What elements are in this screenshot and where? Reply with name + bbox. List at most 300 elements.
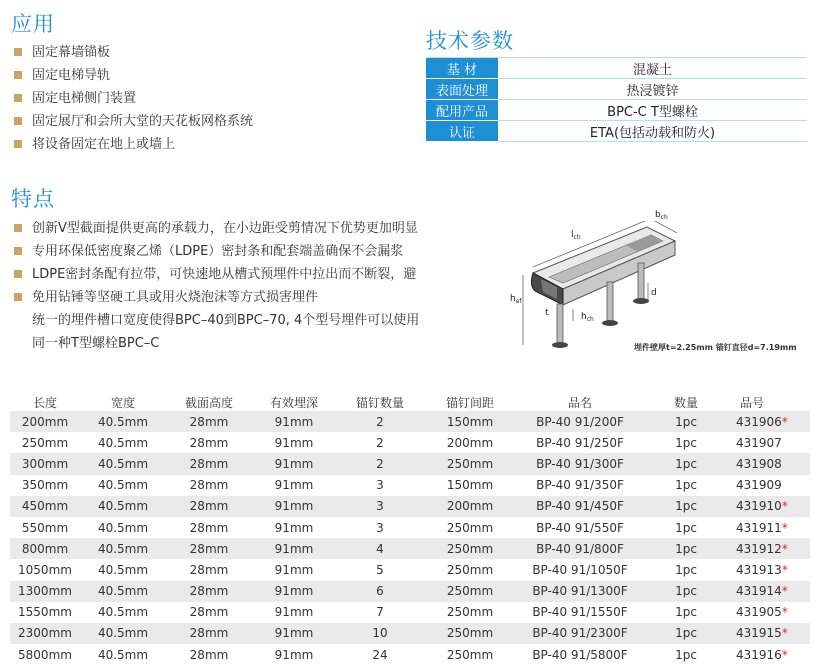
stock-star-mark: *	[781, 562, 788, 577]
cell-text: 28mm	[189, 541, 229, 556]
svg-text:bch	[655, 210, 668, 221]
cell-text: 28mm	[189, 562, 229, 577]
column-header: 锚钉数量	[355, 395, 404, 410]
bullet-square-icon	[14, 293, 22, 301]
cell-text: 1pc	[675, 435, 697, 450]
cell-text: 3	[376, 499, 384, 514]
cell-text: 1pc	[675, 584, 697, 599]
table-cell	[336, 602, 424, 623]
application-item	[14, 87, 253, 110]
table-row	[10, 559, 810, 580]
column-header: 长度	[32, 395, 57, 410]
cell-text: 4	[376, 541, 384, 556]
bullet-square-icon	[14, 140, 22, 148]
label-hch-sub: ch	[586, 316, 594, 323]
table-cell	[424, 559, 516, 580]
application-item	[14, 41, 253, 64]
cell-text: 431906	[736, 414, 782, 429]
cell-text: 40.5mm	[97, 605, 149, 620]
application-title: 应用	[11, 12, 55, 36]
tech-spec-key: 基 材	[426, 58, 498, 79]
tech-spec-value: ETA(包括动载和防火)	[498, 121, 807, 142]
cell-text: 1pc	[675, 647, 697, 662]
stock-star-mark: *	[781, 605, 788, 620]
cell-text: 5	[376, 562, 384, 577]
application-item-text: 固定电梯导轨	[32, 68, 111, 83]
cell-text: 431909	[736, 478, 782, 493]
table-cell	[252, 453, 336, 474]
cell-text: 40.5mm	[97, 562, 149, 577]
tech-spec-key: 配用产品	[426, 100, 498, 121]
table-cell	[80, 517, 166, 538]
table-cell	[424, 496, 516, 517]
cell-text: 40.5mm	[97, 478, 149, 493]
cell-text: 91mm	[274, 605, 314, 620]
table-cell	[80, 559, 166, 580]
features-title: 特点	[11, 187, 55, 211]
table-cell	[80, 581, 166, 602]
table-cell	[644, 496, 728, 517]
cell-text: 200mm	[446, 499, 494, 514]
cell-text: 350mm	[21, 478, 69, 493]
tech-spec-row	[426, 100, 807, 121]
table-cell	[166, 411, 252, 432]
cell-text: 28mm	[189, 605, 229, 620]
table-cell	[166, 496, 252, 517]
table-cell	[166, 602, 252, 623]
cell-text: 91mm	[274, 414, 314, 429]
table-cell	[10, 517, 80, 538]
cell-text: BP-40 91/550F	[536, 520, 624, 535]
table-cell	[10, 559, 80, 580]
cell-text: 431915	[736, 626, 782, 641]
cell-text: 250mm	[21, 435, 69, 450]
table-cell	[166, 517, 252, 538]
table-cell	[728, 517, 810, 538]
cell-text: 7	[376, 605, 384, 620]
table-cell	[80, 432, 166, 453]
table-cell	[80, 602, 166, 623]
table-cell	[166, 559, 252, 580]
table-cell	[10, 411, 80, 432]
cell-text: 1pc	[675, 456, 697, 471]
table-cell	[336, 623, 424, 644]
feature-item-text: 创新V型截面提供更高的承载力，在小边距受剪情况下优势更加明显	[32, 221, 418, 236]
table-cell	[252, 475, 336, 496]
cell-text: 250mm	[446, 647, 494, 662]
cell-text: 2	[376, 414, 384, 429]
table-header-row	[10, 393, 810, 411]
bullet-square-icon	[14, 247, 22, 255]
label-lch-sub: ch	[573, 234, 581, 241]
cell-text: 1pc	[675, 626, 697, 641]
table-cell	[516, 581, 644, 602]
table-cell	[728, 411, 810, 432]
table-cell	[252, 602, 336, 623]
table-cell	[10, 475, 80, 496]
column-header: 品号	[740, 395, 765, 410]
cell-text: BP-40 91/2300F	[532, 626, 628, 641]
cell-text: 550mm	[21, 520, 69, 535]
cell-text: 300mm	[21, 456, 69, 471]
cell-text: 431907	[736, 435, 782, 450]
cell-text: BP-40 91/300F	[536, 456, 624, 471]
table-row	[10, 475, 810, 496]
table-cell	[516, 559, 644, 580]
tech-spec-row	[426, 79, 807, 100]
product-table	[10, 393, 810, 665]
cell-text: 200mm	[446, 435, 494, 450]
cell-text: 28mm	[189, 456, 229, 471]
table-cell	[10, 623, 80, 644]
feature-item	[14, 263, 419, 286]
application-item-text: 固定幕墙锚板	[32, 45, 111, 60]
table-cell	[252, 644, 336, 665]
cell-text: 28mm	[189, 499, 229, 514]
svg-text:lch	[571, 230, 581, 241]
table-cell	[728, 432, 810, 453]
feature-item	[14, 217, 419, 240]
table-cell	[516, 432, 644, 453]
cell-text: 5800mm	[18, 647, 72, 662]
table-cell	[10, 453, 80, 474]
label-d: d	[651, 288, 657, 298]
application-item-text: 将设备固定在地上或墙上	[32, 137, 176, 152]
cell-text: 431913	[736, 562, 782, 577]
column-header: 品名	[567, 395, 592, 410]
cell-text: 40.5mm	[97, 414, 149, 429]
table-cell	[516, 453, 644, 474]
table-cell	[728, 538, 810, 559]
bullet-square-icon	[14, 117, 22, 125]
feature-item	[14, 240, 419, 263]
feature-continuation-text: 统一的埋件槽口宽度使得BPC–40到BPC–70, 4个型号埋件可以使用	[32, 313, 420, 328]
table-row	[10, 602, 810, 623]
cell-text: 40.5mm	[97, 584, 149, 599]
cell-text: BP-40 91/450F	[536, 499, 624, 514]
tech-spec-row	[426, 121, 807, 142]
stock-star-mark: *	[781, 541, 788, 556]
table-cell	[644, 453, 728, 474]
cell-text: 431916	[736, 647, 782, 662]
cell-text: 1300mm	[18, 584, 72, 599]
stock-star-mark: *	[781, 647, 788, 662]
cell-text: BP-40 91/1050F	[532, 562, 628, 577]
tech-spec-key: 认证	[426, 121, 498, 142]
cell-text: BP-40 91/200F	[536, 414, 624, 429]
table-cell	[336, 453, 424, 474]
table-row	[10, 411, 810, 432]
table-cell	[516, 475, 644, 496]
cell-text: 1pc	[675, 499, 697, 514]
feature-continuation	[14, 332, 419, 355]
anchor-channel-diagram	[505, 205, 805, 360]
table-cell	[80, 411, 166, 432]
cell-text: 250mm	[446, 562, 494, 577]
table-row	[10, 623, 810, 644]
table-cell	[10, 581, 80, 602]
tech-spec-value: 混凝土	[498, 58, 807, 79]
table-cell	[166, 623, 252, 644]
cell-text: 150mm	[446, 478, 494, 493]
cell-text: 431908	[736, 456, 782, 471]
table-cell	[644, 475, 728, 496]
feature-item-text: 专用环保低密度聚乙烯（LDPE）密封条和配套端盖确保不会漏浆	[32, 244, 404, 259]
cell-text: 450mm	[21, 499, 69, 514]
cell-text: 800mm	[21, 541, 69, 556]
table-cell	[516, 517, 644, 538]
cell-text: 91mm	[274, 456, 314, 471]
column-header: 宽度	[110, 395, 135, 410]
cell-text: 2	[376, 456, 384, 471]
table-cell	[252, 559, 336, 580]
table-cell	[10, 538, 80, 559]
table-cell	[644, 517, 728, 538]
table-cell	[10, 644, 80, 665]
table-cell	[10, 432, 80, 453]
cell-text: 10	[372, 626, 388, 641]
cell-text: 40.5mm	[97, 456, 149, 471]
table-cell	[424, 602, 516, 623]
table-cell	[166, 538, 252, 559]
application-item	[14, 110, 253, 133]
cell-text: 1050mm	[18, 562, 72, 577]
cell-text: 3	[376, 478, 384, 493]
feature-item-text: 免用钻锤等坚硬工具或用火烧泡沫等方式损害埋件	[32, 290, 319, 305]
table-cell	[166, 644, 252, 665]
cell-text: 40.5mm	[97, 541, 149, 556]
table-row	[10, 453, 810, 474]
cell-text: 2300mm	[18, 626, 72, 641]
table-cell	[252, 581, 336, 602]
cell-text: 431905	[736, 605, 782, 620]
table-cell	[336, 475, 424, 496]
application-item-text: 固定展厅和会所大堂的天花板网格系统	[32, 114, 254, 129]
table-cell	[80, 475, 166, 496]
bullet-square-icon	[14, 71, 22, 79]
feature-item-text: LDPE密封条配有拉带，可快速地从槽式预埋件中拉出而不断裂，避	[32, 267, 417, 282]
cell-text: 3	[376, 520, 384, 535]
cell-text: BP-40 91/5800F	[532, 647, 628, 662]
table-cell	[424, 623, 516, 644]
table-row	[10, 496, 810, 517]
stock-star-mark: *	[781, 626, 788, 641]
table-cell	[336, 517, 424, 538]
cell-text: BP-40 91/250F	[536, 435, 624, 450]
table-row	[10, 581, 810, 602]
application-item	[14, 64, 253, 87]
cell-text: 28mm	[189, 626, 229, 641]
table-cell	[336, 496, 424, 517]
cell-text: BP-40 91/1550F	[532, 605, 628, 620]
application-item-text: 固定电梯侧门装置	[32, 91, 137, 106]
svg-text:hef	[510, 294, 522, 305]
feature-item	[14, 286, 419, 309]
table-cell	[336, 559, 424, 580]
table-cell	[644, 559, 728, 580]
label-bch-sub: ch	[660, 214, 668, 221]
cell-text: 250mm	[446, 456, 494, 471]
tech-spec-value: 热浸镀锌	[498, 79, 807, 100]
table-cell	[252, 411, 336, 432]
table-cell	[728, 623, 810, 644]
cell-text: 28mm	[189, 647, 229, 662]
cell-text: 1550mm	[18, 605, 72, 620]
table-cell	[80, 644, 166, 665]
cell-text: 91mm	[274, 435, 314, 450]
label-hef: h	[510, 294, 516, 304]
bullet-square-icon	[14, 48, 22, 56]
bullet-square-icon	[14, 94, 22, 102]
cell-text: 1pc	[675, 414, 697, 429]
cell-text: 250mm	[446, 541, 494, 556]
cell-text: 91mm	[274, 626, 314, 641]
table-cell	[336, 644, 424, 665]
table-cell	[252, 538, 336, 559]
cell-text: 28mm	[189, 414, 229, 429]
table-cell	[10, 602, 80, 623]
cell-text: 91mm	[274, 541, 314, 556]
label-hef-sub: ef	[515, 298, 522, 305]
table-cell	[728, 602, 810, 623]
table-cell	[516, 644, 644, 665]
table-cell	[166, 475, 252, 496]
cell-text: 250mm	[446, 520, 494, 535]
cell-text: BP-40 91/800F	[536, 541, 624, 556]
table-row	[10, 432, 810, 453]
cell-text: 1pc	[675, 520, 697, 535]
cell-text: BP-40 91/1300F	[532, 584, 628, 599]
cell-text: 431911	[736, 520, 782, 535]
table-cell	[728, 644, 810, 665]
table-cell	[644, 538, 728, 559]
cell-text: BP-40 91/350F	[536, 478, 624, 493]
stock-star-mark: *	[781, 584, 788, 599]
label-hch: h	[581, 312, 587, 322]
cell-text: 91mm	[274, 520, 314, 535]
cell-text: 40.5mm	[97, 647, 149, 662]
cell-text: 1pc	[675, 562, 697, 577]
table-cell	[516, 623, 644, 644]
feature-continuation-text: 同一种T型螺栓BPC–C	[32, 336, 160, 351]
diagram-caption: 埋件壁厚t=2.25mm 锚钉直径d=7.19mm	[634, 343, 797, 352]
cell-text: 28mm	[189, 520, 229, 535]
table-cell	[424, 538, 516, 559]
table-cell	[516, 538, 644, 559]
table-cell	[424, 411, 516, 432]
table-cell	[728, 581, 810, 602]
cell-text: 2	[376, 435, 384, 450]
cell-text: 91mm	[274, 478, 314, 493]
tech-spec-value: BPC-C T型螺栓	[498, 100, 807, 121]
table-cell	[424, 432, 516, 453]
cell-text: 431914	[736, 584, 782, 599]
cell-text: 250mm	[446, 605, 494, 620]
table-cell	[424, 581, 516, 602]
cell-text: 91mm	[274, 647, 314, 662]
cell-text: 1pc	[675, 478, 697, 493]
table-row	[10, 644, 810, 665]
cell-text: 1pc	[675, 605, 697, 620]
table-cell	[644, 602, 728, 623]
tech-spec-key: 表面处理	[426, 79, 498, 100]
table-cell	[424, 517, 516, 538]
cell-text: 28mm	[189, 584, 229, 599]
cell-text: 40.5mm	[97, 626, 149, 641]
table-cell	[80, 538, 166, 559]
table-cell	[728, 475, 810, 496]
table-cell	[336, 538, 424, 559]
label-lch: l	[571, 230, 574, 240]
table-cell	[10, 496, 80, 517]
tech-spec-table	[426, 57, 807, 142]
stock-star-mark: *	[781, 414, 788, 429]
table-cell	[166, 581, 252, 602]
table-cell	[166, 453, 252, 474]
cell-text: 250mm	[446, 626, 494, 641]
table-cell	[644, 432, 728, 453]
table-cell	[80, 453, 166, 474]
table-cell	[252, 496, 336, 517]
application-list	[14, 41, 253, 156]
cell-text: 200mm	[21, 414, 69, 429]
table-cell	[252, 517, 336, 538]
cell-text: 250mm	[446, 584, 494, 599]
column-header: 有效埋深	[269, 395, 318, 410]
stock-star-mark: *	[781, 520, 788, 535]
feature-continuation	[14, 309, 419, 332]
cell-text: 150mm	[446, 414, 494, 429]
table-cell	[644, 644, 728, 665]
table-cell	[728, 496, 810, 517]
table-cell	[644, 623, 728, 644]
table-cell	[728, 453, 810, 474]
column-header: 锚钉间距	[445, 395, 494, 410]
table-cell	[516, 496, 644, 517]
table-row	[10, 538, 810, 559]
column-header: 数量	[673, 395, 698, 410]
label-t: t	[545, 308, 549, 318]
table-cell	[252, 432, 336, 453]
cell-text: 6	[376, 584, 384, 599]
cell-text: 28mm	[189, 435, 229, 450]
table-cell	[424, 475, 516, 496]
features-list	[14, 217, 419, 355]
application-item	[14, 133, 253, 156]
table-cell	[80, 496, 166, 517]
label-bch: b	[655, 210, 661, 220]
table-cell	[80, 623, 166, 644]
bullet-square-icon	[14, 224, 22, 232]
table-cell	[424, 453, 516, 474]
cell-text: 91mm	[274, 562, 314, 577]
table-cell	[336, 411, 424, 432]
stock-star-mark: *	[781, 499, 788, 514]
table-cell	[728, 559, 810, 580]
tech-title: 技术参数	[426, 29, 514, 53]
cell-text: 431910	[736, 499, 782, 514]
cell-text: 40.5mm	[97, 520, 149, 535]
cell-text: 431912	[736, 541, 782, 556]
table-cell	[516, 411, 644, 432]
cell-text: 28mm	[189, 478, 229, 493]
svg-text:hch	[581, 312, 594, 323]
table-cell	[424, 644, 516, 665]
table-cell	[644, 411, 728, 432]
tech-spec-row	[426, 58, 807, 79]
cell-text: 91mm	[274, 584, 314, 599]
cell-text: 1pc	[675, 541, 697, 556]
